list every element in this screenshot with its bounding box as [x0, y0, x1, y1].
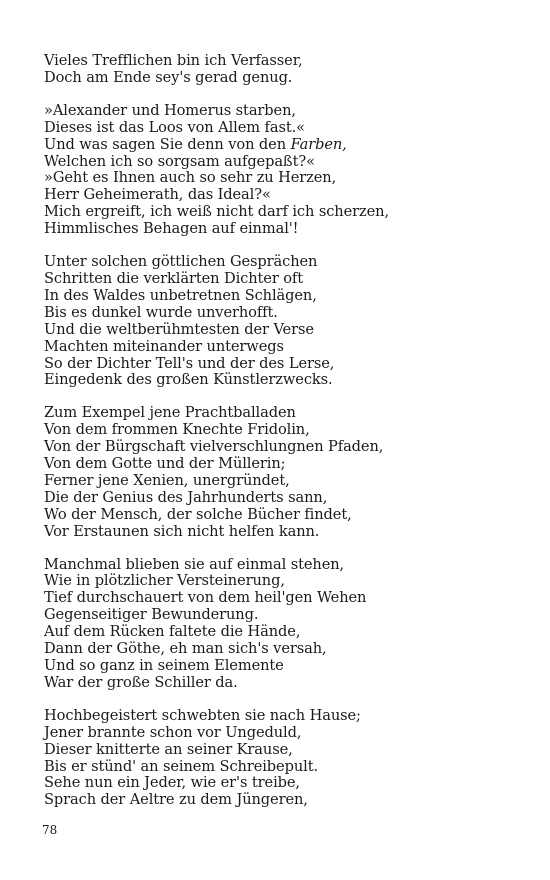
verse-line: Machten miteinander unterwegs	[44, 337, 284, 355]
verse-line: Auf dem Rücken faltete die Hände,	[44, 623, 301, 641]
verse-line: Von der Bürgschaft vielverschlungnen Pfaden,	[44, 438, 384, 456]
verse-line: Die der Genius des Jahrhunderts sann,	[44, 488, 328, 506]
verse-line	[44, 137, 514, 154]
verse-line: Ferner jene Xenien, unergründet,	[44, 471, 290, 489]
verse-line: »Geht es Ihnen auch so sehr zu Herzen,	[44, 169, 337, 187]
stanza-5	[44, 557, 514, 692]
verse-line: Dieses ist das Loos von Allem fast.«	[44, 118, 305, 136]
verse-line: Herr Geheimerath, das Ideal?«	[44, 186, 271, 204]
verse-line: Und so ganz in seinem Elemente	[44, 657, 284, 674]
verse-line: Eingedenk des großen Künstlerzwecks.	[44, 371, 333, 389]
verse-line: Doch am Ende sey's gerad genug.	[44, 68, 293, 86]
verse-line: Wo der Mensch, der solche Bücher findet,	[44, 505, 352, 523]
verse-line: So der Dichter Tell's und der des Lerse,	[44, 354, 335, 372]
stanza-1	[44, 53, 514, 87]
verse-line: Sprach der Aeltre zu dem Jüngeren,	[44, 791, 308, 809]
verse-line: Sehe nun ein Jeder, wie er's treibe,	[44, 774, 300, 792]
verse-line: Vor Erstaunen sich nicht helfen kann.	[44, 522, 320, 540]
stanza-2	[44, 103, 514, 238]
verse-line: »Alexander und Homerus starben,	[44, 101, 296, 119]
stanza-3	[44, 254, 514, 389]
verse-line: Himmlisches Behagen auf einmal'!	[44, 220, 299, 238]
verse-line: Tief durchschauert von dem heil'gen Wehen	[44, 589, 367, 607]
verse-line: Zum Exempel jene Prachtballaden	[44, 404, 296, 422]
page-number: 78	[42, 823, 58, 837]
verse-line: Dieser knitterte an seiner Krause,	[44, 740, 293, 758]
verse-line: Schritten die verklärten Dichter oft	[44, 269, 303, 287]
stanza-4	[44, 405, 514, 540]
verse-line: Manchmal blieben sie auf einmal stehen,	[44, 555, 345, 573]
emphasized-word: Farben,	[290, 135, 347, 153]
verse-line: Bis er stünd' an seinem Schreibepult.	[44, 757, 319, 775]
verse-line: Vieles Trefflichen bin ich Verfasser,	[44, 52, 303, 69]
verse-line-text: Und was sagen Sie denn von den	[44, 135, 287, 153]
poem-text	[44, 53, 514, 825]
verse-line: Und die weltberühmtesten der Verse	[44, 320, 314, 338]
verse-line: Jener brannte schon vor Ungeduld,	[44, 723, 302, 741]
verse-line: Wie in plötzlicher Versteinerung,	[44, 572, 285, 590]
verse-line: Von dem Gotte und der Müllerin;	[44, 455, 286, 473]
verse-line: Dann der Göthe, eh man sich's versah,	[44, 640, 327, 658]
verse-line: War der große Schiller da.	[44, 673, 238, 691]
verse-line: Von dem frommen Knechte Fridolin,	[44, 421, 310, 439]
verse-line: Gegenseitiger Bewunderung.	[44, 606, 259, 624]
stanza-6	[44, 708, 514, 809]
verse-line: Welchen ich so sorgsam aufgepaßt?«	[44, 152, 315, 170]
verse-line: Hochbegeistert schwebten sie nach Hause;	[44, 706, 361, 724]
verse-line: In des Waldes unbetretnen Schlägen,	[44, 286, 317, 304]
verse-line: Unter solchen göttlichen Gesprächen	[44, 253, 318, 271]
verse-line: Mich ergreift, ich weiß nicht darf ich scherzen,	[44, 203, 389, 221]
verse-line: Bis es dunkel wurde unverhofft.	[44, 303, 278, 321]
